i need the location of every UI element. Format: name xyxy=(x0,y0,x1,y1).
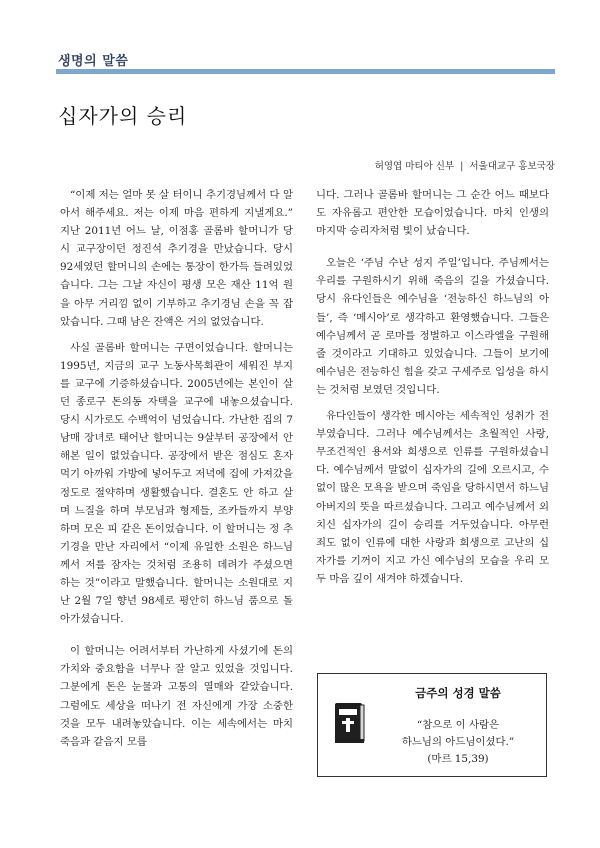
bible-book-icon xyxy=(332,701,366,745)
article-paragraph: 유다인들이 생각한 메시아는 세속적인 성취가 전부였습니다. 그러나 예수님께서는 초월적인 사랑, 무조건적인 용서와 희생으로 인류를 구원하셨습니다. 예수님께서 말없이 십자가의 길에 오르시고, 수없이 많은 모욕을 받으며 죽임을 당하시면서 하느님 아버지의 뜻을 따르셨습니다. 그리고 예수님께서 외치신 십자가의 길이 승리를 거두었습니다. 아무런 죄도 없이 인류에 대한 사랑과 희생으로 고난의 십자가를 기꺼이 지고 가신 예수님의 모습을 우리 모두 마음 깊이 새겨야 하겠습니다. xyxy=(316,410,549,585)
article-paragraph: 이 할머니는 어려서부터 가난하게 사셨기에 돈의 가치와 중요함을 너무나 잘 알고 있었을 것입니다. 그분에게 돈은 눈물과 고통의 열매와 같았습니다. 그럼에도 세상을 떠나기 전 자신에게 가장 소중한 것을 모두 내려놓았습니다. 이는 세속에서는 마치 죽음과 같음지 모릅 xyxy=(60,645,293,748)
page-title: 십자가의 승리 xyxy=(58,104,188,128)
verse-quote xyxy=(378,717,538,768)
verse-line: “참으로 이 사람은 xyxy=(416,719,500,731)
byline-separator: | xyxy=(460,161,464,172)
byline xyxy=(375,158,555,172)
article-column-left xyxy=(60,186,293,759)
author-name: 허영엽 마티아 신부 xyxy=(374,161,455,172)
verse-heading: 금주의 성경 말씀 xyxy=(415,686,501,700)
weekly-verse-box xyxy=(317,673,547,777)
verse-reference: (마르 15,39) xyxy=(427,753,489,765)
author-position: 서울대교구 홍보국장 xyxy=(469,161,555,172)
article-paragraph: 니다. 그러나 골롬바 할머니는 그 순간 어느 때보다도 자유롭고 편안한 모습이었습니다. 마치 인생의 마지막 승리자처럼 빛이 났습니다. xyxy=(316,189,549,238)
article-paragraph: “이제 저는 얼마 못 살 터이니 추기경님께서 다 알아서 해주세요. 저는 이제 마음 편하게 지낼게요.” 지난 2011년 어느 날, 이점홍 골롬바 할머니가 당시 교구장이던 정진석 추기경을 만났습니다. 당시 92세였던 할머니의 손에는 통장이 한가득 들려있었습니다. 그는 그날 자신이 평생 모은 재산 11억 원을 아무 거리낌 없이 기부하고 추기경님 손을 꼭 잡았습니다. 그때 남은 잔액은 거의 없었습니다. xyxy=(60,189,293,328)
section-label: 생명의 말씀 xyxy=(58,54,129,69)
article-column-right xyxy=(316,186,549,596)
article-paragraph: 오늘은 ‘주님 수난 성지 주일’입니다. 주님께서는 우리를 구원하시기 위해 죽음의 길을 가셨습니다. 당시 유다인들은 예수님을 ‘전능하신 하느님의 아들’, 즉 ‘메시아’로 생각하고 환영했습니다. 그들은 예수님께서 곧 로마를 정벌하고 이스라엘을 구원해줄 것이라고 기대하고 있었습니다. 그들이 보기에 예수님은 전능하신 힘을 갖고 구세주로 입성을 하시는 것처럼 보였던 것입니다. xyxy=(316,257,549,396)
verse-line: 하느님의 아드님이셨다.” xyxy=(401,736,515,748)
header-rule xyxy=(56,69,555,74)
article-paragraph: 사실 골롬바 할머니는 구면이었습니다. 할머니는 1995년, 지금의 교구 노동사목회관이 세워진 부지를 교구에 기증하셨습니다. 2005년에는 본인이 살던 종로구 돈의동 자택을 교구에 내놓으셨습니다. 당시 시가로도 수백억이 넘었습니다. 가난한 집의 7남매 장녀로 태어난 할머니는 9살부터 공장에서 안 해본 일이 없었습니다. 공장에서 받은 점심도 혼자 먹기 아까워 가방에 넣어두고 저녁에 집에 가져갔을 정도로 절약하며 생활했습니다. 결혼도 안 하고 살며 느질을 하며 부모님과 형제들, 조카들까지 부양하며 모은 피 같은 돈이었습니다. 이 할머니는 정 추기경을 만난 자리에서 “이제 유일한 소원은 하느님께서 저를 잠자는 것처럼 조용히 데려가 주셨으면 하는 것”이라고 말했습니다. 할머니는 소원대로 지난 2월 7일 향년 98세로 평안히 하느님 품으로 돌아가셨습니다. xyxy=(60,341,293,626)
